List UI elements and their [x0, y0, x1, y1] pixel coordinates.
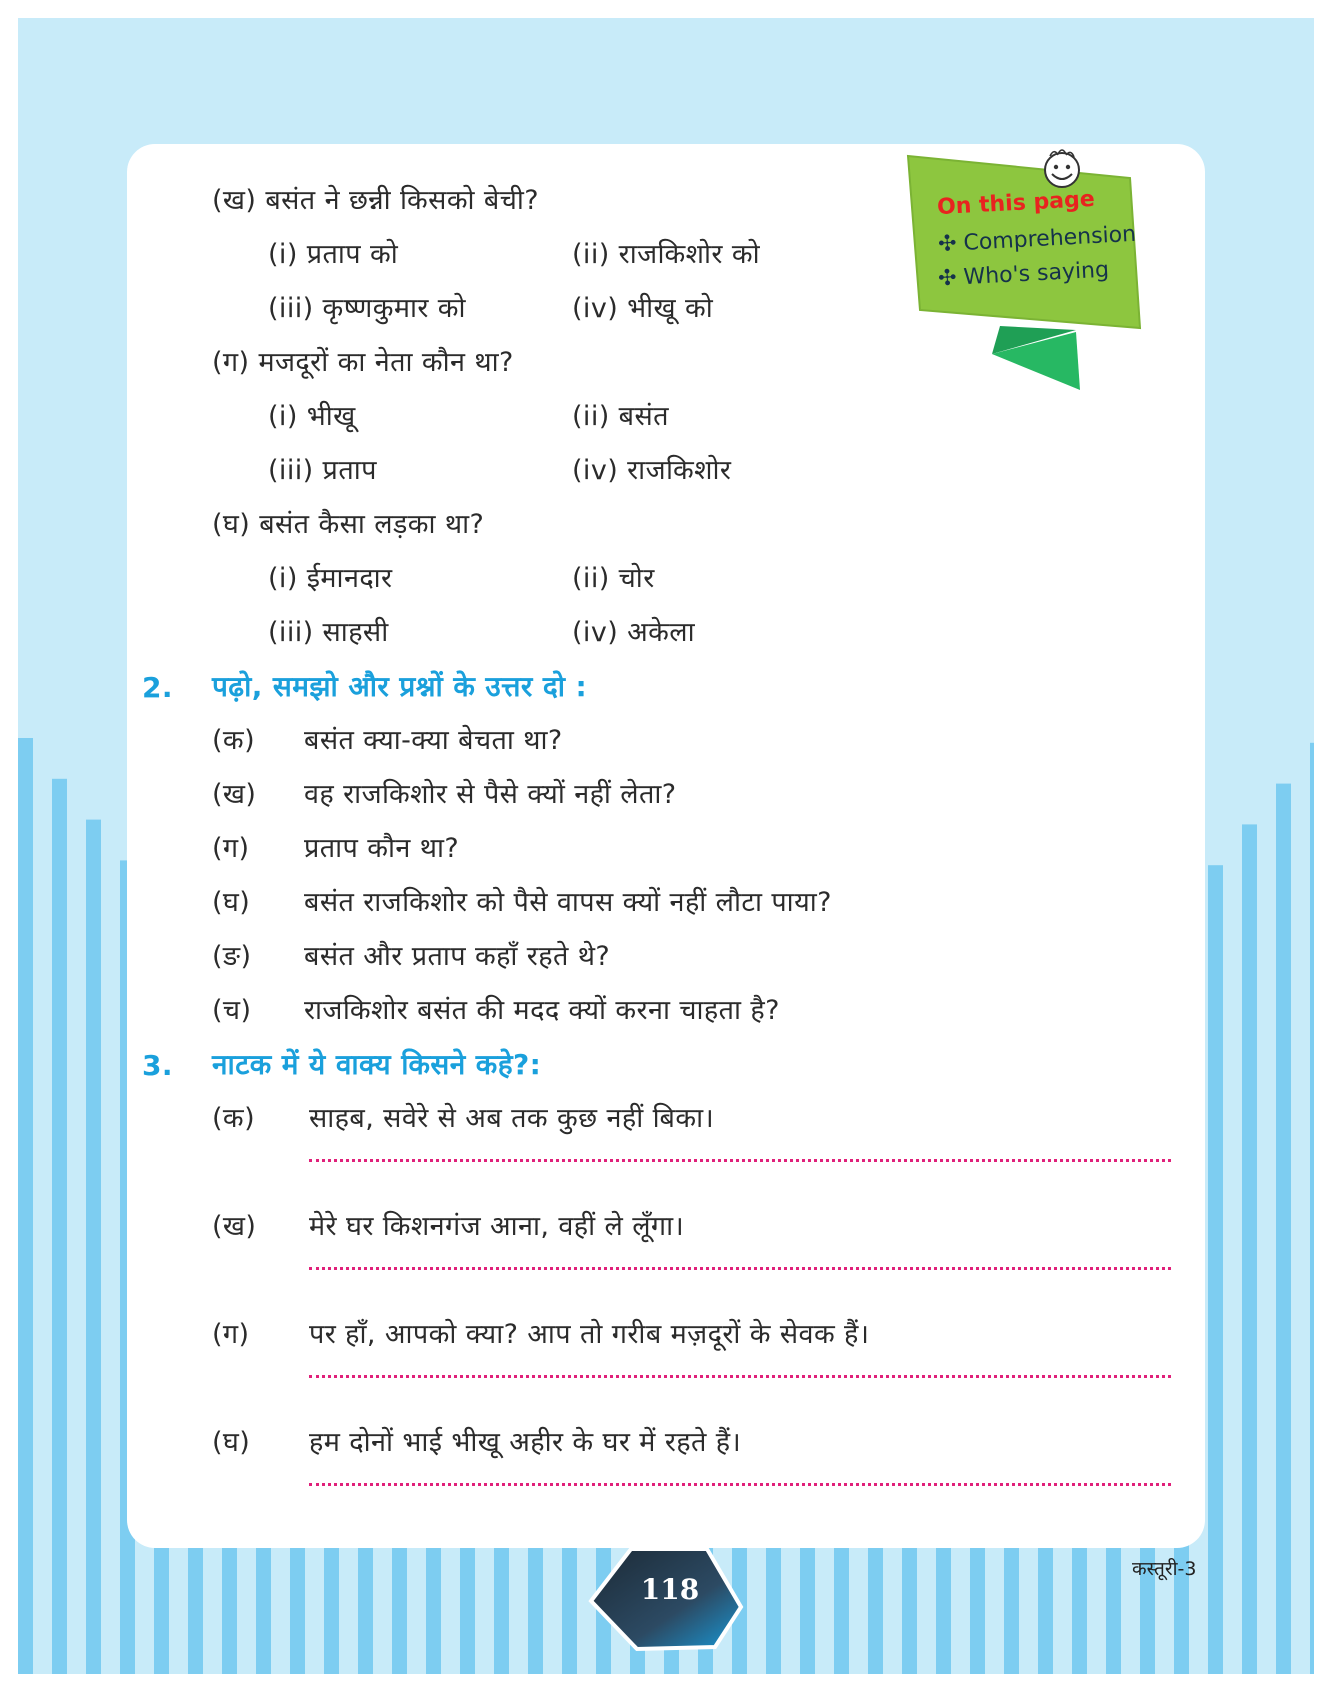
s3-q1-text: साहब, सवेरे से अब तक कुछ नहीं बिका। — [309, 1103, 715, 1134]
q1-ga-option-2: (ii) बसंत — [572, 401, 669, 432]
s2-q6-text: राजकिशोर बसंत की मदद क्यों करना चाहता है? — [304, 995, 780, 1026]
banner-item-label: Comprehension — [962, 221, 1137, 256]
s3-q2-label: (ख) — [212, 1211, 257, 1242]
s3-q4-text: हम दोनों भाई भीखू अहीर के घर में रहते हैं। — [309, 1427, 742, 1458]
section2-number: 2. — [142, 671, 173, 704]
background-stripe — [86, 820, 101, 1674]
bullet-icon: ✣ — [937, 265, 958, 292]
s3-q3-text: पर हाँ, आपको क्या? आप तो गरीब मज़दूरों के सेवक हैं। — [309, 1319, 870, 1350]
page-number: 118 — [640, 1573, 700, 1606]
answer-line-3[interactable] — [309, 1375, 1171, 1378]
s3-q1-label: (क) — [212, 1103, 256, 1134]
s3-q3-label: (ग) — [212, 1319, 250, 1350]
s2-q3-label: (ग) — [212, 833, 250, 864]
q1-gha-option-2: (ii) चोर — [572, 563, 655, 594]
s2-q4-text: बसंत राजकिशोर को पैसे वापस क्यों नहीं लौटा पाया? — [304, 887, 832, 918]
s2-q4-label: (घ) — [212, 887, 251, 918]
q1-kha-option-2: (ii) राजकिशोर को — [572, 239, 760, 270]
q1-gha-option-3: (iii) साहसी — [268, 617, 389, 648]
s2-q5-label: (ङ) — [212, 941, 252, 972]
s2-q1-text: बसंत क्या-क्या बेचता था? — [304, 725, 563, 756]
answer-line-2[interactable] — [309, 1267, 1171, 1270]
q1-gha-option-1: (i) ईमानदार — [268, 563, 393, 594]
q1-question-kha: (ख) बसंत ने छन्नी किसको बेची? — [212, 185, 540, 216]
section3-number: 3. — [142, 1049, 173, 1082]
q1-kha-option-3: (iii) कृष्णकुमार को — [268, 293, 466, 324]
q1-ga-option-1: (i) भीखू — [268, 401, 356, 432]
s3-q4-label: (घ) — [212, 1427, 251, 1458]
book-title: कस्तूरी-3 — [1132, 1558, 1197, 1580]
banner-item-label: Who's saying — [962, 257, 1110, 291]
background-stripe — [1310, 743, 1314, 1674]
q1-gha-option-4: (iv) अकेला — [572, 617, 695, 648]
q1-question-gha: (घ) बसंत कैसा लड़का था? — [212, 509, 485, 540]
banner-title: On this page — [936, 186, 1096, 221]
q1-kha-option-1: (i) प्रताप को — [268, 239, 399, 270]
q1-ga-option-3: (iii) प्रताप — [268, 455, 377, 486]
answer-line-4[interactable] — [309, 1483, 1171, 1486]
section2-heading: पढ़ो, समझो और प्रश्नों के उत्तर दो : — [212, 670, 588, 703]
background-stripe — [1208, 865, 1223, 1674]
s2-q2-text: वह राजकिशोर से पैसे क्यों नहीं लेता? — [304, 779, 677, 810]
s2-q5-text: बसंत और प्रताप कहाँ रहते थे? — [304, 941, 611, 972]
background-stripe — [52, 779, 67, 1674]
s3-q2-text: मेरे घर किशनगंज आना, वहीं ले लूँगा। — [309, 1211, 685, 1242]
s2-q6-label: (च) — [212, 995, 252, 1026]
bullet-icon: ✣ — [937, 231, 958, 258]
s2-q2-label: (ख) — [212, 779, 257, 810]
answer-line-1[interactable] — [309, 1159, 1171, 1162]
section3-heading: नाटक में ये वाक्य किसने कहे?: — [212, 1048, 542, 1081]
s2-q1-label: (क) — [212, 725, 256, 756]
background-stripe — [1242, 824, 1257, 1674]
q1-ga-option-4: (iv) राजकिशोर — [572, 455, 732, 486]
smiley-face-icon — [1045, 150, 1079, 187]
q1-kha-option-4: (iv) भीखू को — [572, 293, 714, 324]
background-stripe — [18, 738, 33, 1674]
s2-q3-text: प्रताप कौन था? — [304, 833, 460, 864]
background-stripe — [1276, 784, 1291, 1674]
q1-question-ga: (ग) मजदूरों का नेता कौन था? — [212, 347, 514, 378]
